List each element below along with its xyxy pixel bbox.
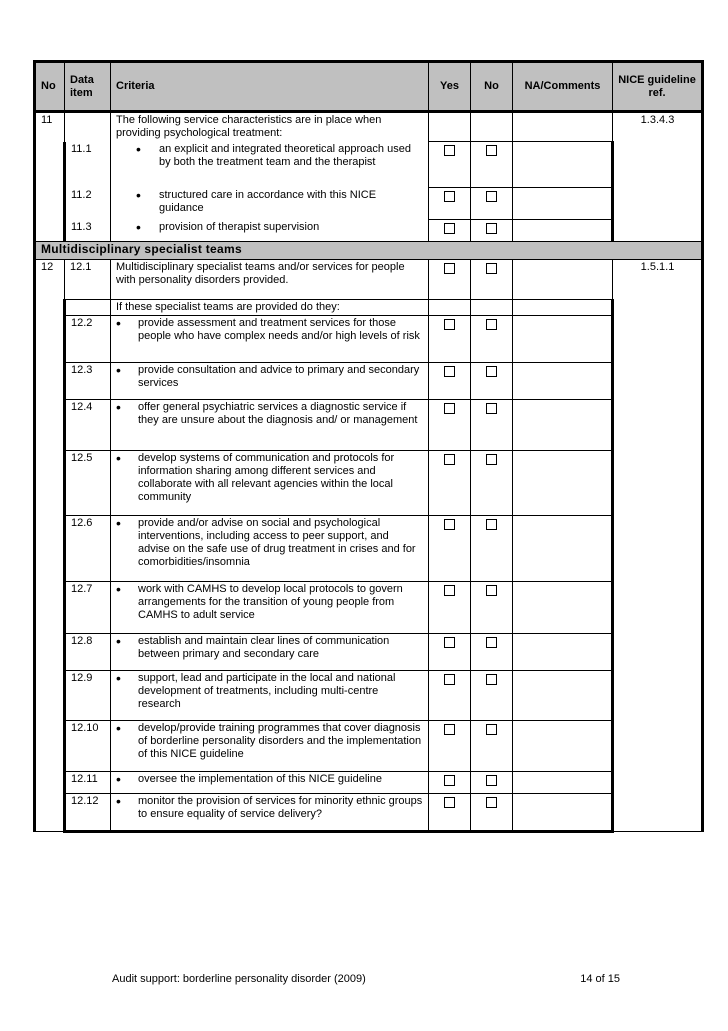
audit-criteria-table: [33, 60, 704, 833]
comments-cell[interactable]: [513, 400, 613, 451]
table-row: [35, 671, 703, 721]
no-checkbox[interactable]: [486, 145, 497, 156]
table-row: [35, 316, 703, 363]
data-item-id: 12.3: [65, 363, 111, 400]
data-item-id: 12.1: [65, 260, 111, 300]
footer-title: Audit support: borderline personality disorder (2009): [112, 973, 366, 985]
no-checkbox[interactable]: [486, 585, 497, 596]
no-checkbox[interactable]: [486, 454, 497, 465]
criteria-text: • provide consultation and advice to primary and secondary services: [116, 364, 423, 390]
table-row: [35, 300, 703, 316]
table-row: [35, 516, 703, 582]
data-item-id: 12.6: [65, 516, 111, 582]
no-checkbox[interactable]: [486, 403, 497, 414]
criterion-number-11: 11: [35, 112, 65, 242]
no-checkbox[interactable]: [486, 724, 497, 735]
table-row: [35, 582, 703, 634]
yes-checkbox[interactable]: [444, 519, 455, 530]
comments-cell[interactable]: [513, 188, 613, 220]
comments-cell[interactable]: [513, 316, 613, 363]
yes-checkbox[interactable]: [444, 366, 455, 377]
table-row: [35, 451, 703, 516]
table-row: [35, 112, 703, 142]
header-no-answer: No: [471, 62, 513, 112]
header-criteria: Criteria: [111, 62, 429, 112]
nice-ref-12: 1.5.1.1: [613, 260, 703, 832]
data-item-id: 12.8: [65, 634, 111, 671]
table-row: [35, 794, 703, 832]
table-row: [35, 260, 703, 300]
comments-cell[interactable]: [513, 220, 613, 242]
criteria-text: • monitor the provision of services for minority ethnic groups to ensure equality of service delivery?: [116, 795, 423, 821]
table-row: [35, 721, 703, 772]
comments-cell[interactable]: [513, 794, 613, 832]
nice-ref-11: 1.3.4.3: [613, 112, 703, 242]
comments-cell[interactable]: [513, 772, 613, 794]
criteria-text: • an explicit and integrated theoretical approach used by both the treatment team and the therapist: [116, 143, 423, 169]
comments-cell[interactable]: [513, 582, 613, 634]
comments-cell[interactable]: [513, 451, 613, 516]
criterion-number-12: 12: [35, 260, 65, 832]
table-row: [35, 220, 703, 242]
table-row: [35, 634, 703, 671]
yes-checkbox[interactable]: [444, 637, 455, 648]
yes-checkbox[interactable]: [444, 775, 455, 786]
criteria-text: • offer general psychiatric services a diagnostic service if they are unsure about the diagnosis and/ or management: [116, 401, 423, 427]
data-item-id: 12.10: [65, 721, 111, 772]
yes-checkbox[interactable]: [444, 145, 455, 156]
no-checkbox[interactable]: [486, 674, 497, 685]
header-na-comments: NA/Comments: [513, 62, 613, 112]
section-row: [35, 242, 703, 260]
table-row: [35, 188, 703, 220]
no-checkbox[interactable]: [486, 366, 497, 377]
comments-cell[interactable]: [513, 671, 613, 721]
yes-checkbox[interactable]: [444, 585, 455, 596]
data-item-id: 11.1: [65, 142, 111, 188]
yes-checkbox[interactable]: [444, 223, 455, 234]
data-item-id: 12.7: [65, 582, 111, 634]
yes-checkbox[interactable]: [444, 319, 455, 330]
no-checkbox[interactable]: [486, 191, 497, 202]
data-item-id: 12.2: [65, 316, 111, 363]
criteria-text: • structured care in accordance with this NICE guidance: [116, 189, 423, 215]
table-row: [35, 400, 703, 451]
data-item-id: 12.12: [65, 794, 111, 832]
criteria-text: • support, lead and participate in the local and national development of treatments, including multi-centre research: [116, 672, 423, 711]
table-row: [35, 142, 703, 188]
table-header-row: [35, 62, 703, 112]
no-checkbox[interactable]: [486, 775, 497, 786]
header-yes: Yes: [429, 62, 471, 112]
yes-checkbox[interactable]: [444, 263, 455, 274]
yes-checkbox[interactable]: [444, 403, 455, 414]
no-checkbox[interactable]: [486, 519, 497, 530]
yes-checkbox[interactable]: [444, 724, 455, 735]
header-nice-ref: NICE guideline ref.: [613, 62, 703, 112]
criteria-text: Multidisciplinary specialist teams and/or services for people with personality disorders provided.: [111, 260, 429, 300]
criteria-intro-11: The following service characteristics are in place when providing psychological treatment:: [111, 112, 429, 142]
criteria-intro-12: If these specialist teams are provided do they:: [111, 300, 429, 316]
comments-cell[interactable]: [513, 634, 613, 671]
yes-checkbox[interactable]: [444, 454, 455, 465]
criteria-text: • work with CAMHS to develop local protocols to govern arrangements for the transition of young people from CAMHS to adult service: [116, 583, 423, 622]
comments-cell[interactable]: [513, 721, 613, 772]
data-item-id: 11.2: [65, 188, 111, 220]
criteria-text: • provision of therapist supervision: [116, 221, 423, 234]
comments-cell[interactable]: [513, 142, 613, 188]
no-checkbox[interactable]: [486, 637, 497, 648]
yes-checkbox[interactable]: [444, 191, 455, 202]
criteria-text: • develop systems of communication and protocols for information sharing among different services and collaborate with all relevant agencies within the local community: [116, 452, 423, 504]
data-item-id: 12.4: [65, 400, 111, 451]
data-item-id: 12.5: [65, 451, 111, 516]
no-checkbox[interactable]: [486, 797, 497, 808]
criteria-text: • establish and maintain clear lines of communication between primary and secondary care: [116, 635, 423, 661]
criteria-text: • develop/provide training programmes that cover diagnosis of borderline personality disorders and the implementation of this NICE guideline: [116, 722, 423, 761]
table-row: [35, 772, 703, 794]
header-no: No: [35, 62, 65, 112]
header-data-item: Data item: [65, 62, 111, 112]
data-item-id: 12.9: [65, 671, 111, 721]
comments-cell[interactable]: [513, 260, 613, 300]
table-row: [35, 363, 703, 400]
no-checkbox[interactable]: [486, 223, 497, 234]
yes-checkbox[interactable]: [444, 797, 455, 808]
section-title: Multidisciplinary specialist teams: [35, 242, 703, 260]
yes-checkbox[interactable]: [444, 674, 455, 685]
data-item-id: 11.3: [65, 220, 111, 242]
criteria-text: • provide and/or advise on social and psychological interventions, including access to peer support, and advise on the safe use of drug treatment in crises and for comorbidities/insomnia: [116, 517, 423, 569]
data-item-id: 12.11: [65, 772, 111, 794]
comments-cell[interactable]: [513, 516, 613, 582]
footer-page-number: 14 of 15: [580, 973, 620, 985]
no-checkbox[interactable]: [486, 319, 497, 330]
no-checkbox[interactable]: [486, 263, 497, 274]
comments-cell[interactable]: [513, 363, 613, 400]
criteria-text: • oversee the implementation of this NICE guideline: [116, 773, 423, 786]
criteria-text: • provide assessment and treatment services for those people who have complex needs and/or high levels of risk: [116, 317, 423, 343]
